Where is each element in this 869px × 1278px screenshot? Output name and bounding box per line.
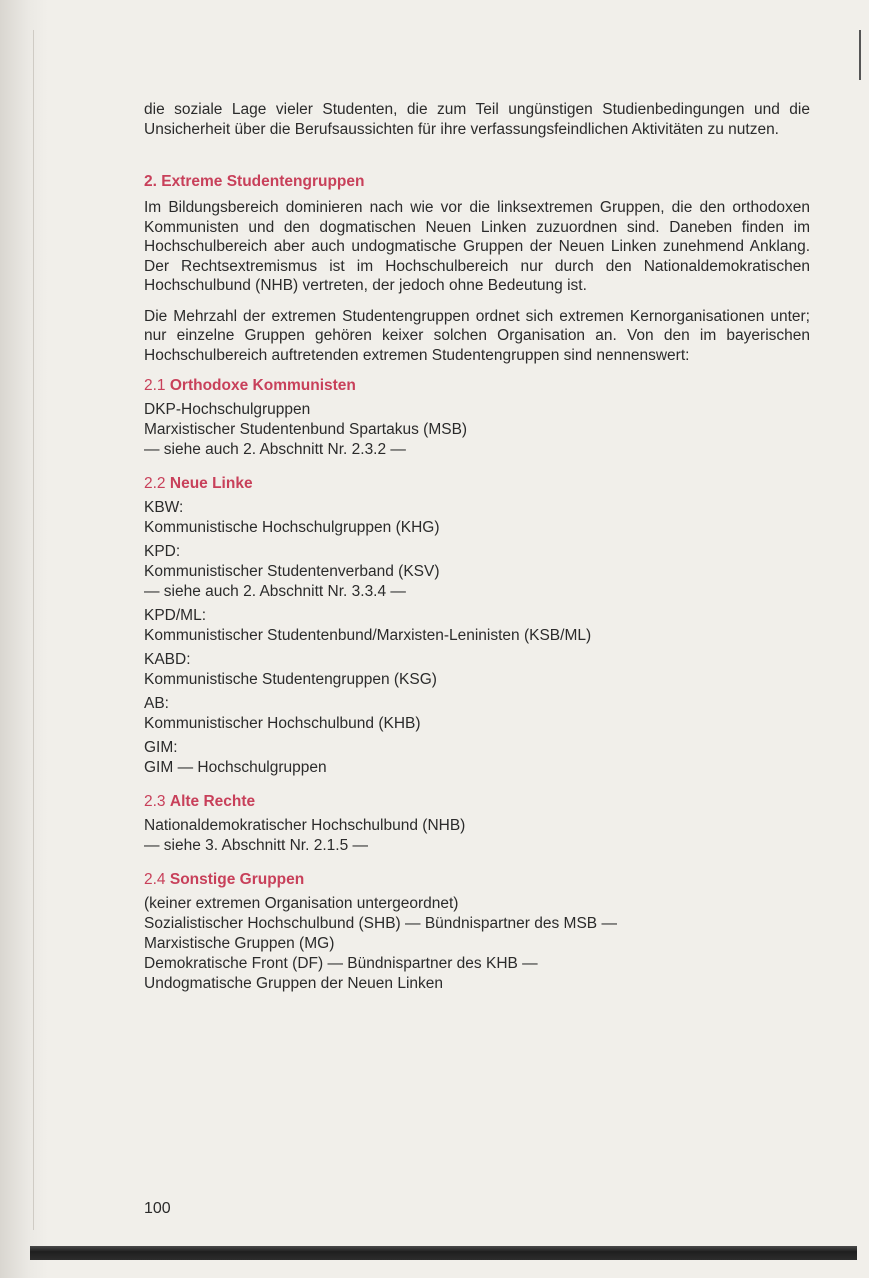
page-edge-mark	[859, 30, 861, 80]
organization-group: GIM — Hochschulgruppen	[144, 759, 327, 776]
reference-note: — siehe auch 2. Abschnitt Nr. 3.3.4 —	[144, 583, 406, 600]
subsection-heading	[144, 474, 810, 494]
organization-group: Kommunistischer Studentenverband (KSV)	[144, 563, 440, 580]
subsection-heading	[144, 870, 810, 890]
subsection-number: 2.4	[144, 871, 166, 888]
reference-note: — siehe 3. Abschnitt Nr. 2.1.5 —	[144, 837, 369, 854]
organization-label: KPD/ML:	[144, 607, 207, 624]
organization-group: Kommunistische Hochschulgruppen (KHG)	[144, 519, 440, 536]
organization-group: Kommunistischer Hochschulbund (KHB)	[144, 715, 421, 732]
scan-bottom-edge	[30, 1246, 857, 1260]
organization-label: GIM:	[144, 739, 178, 756]
reference-note: — siehe auch 2. Abschnitt Nr. 2.3.2 —	[144, 441, 406, 458]
subsection-heading	[144, 792, 810, 812]
subsection-2-4	[144, 870, 810, 994]
page-number: 100	[144, 1200, 171, 1217]
subsection-2-1	[144, 376, 810, 460]
subsection-2-3	[144, 792, 810, 856]
subsection-2-2	[144, 474, 810, 778]
organization-group: Kommunistischer Studentenbund/Marxisten-Leninisten (KSB/ML)	[144, 627, 592, 644]
organization-label: KABD:	[144, 651, 191, 668]
list-item: (keiner extremen Organisation untergeordnet)	[144, 895, 459, 912]
page-binding-shadow	[0, 0, 48, 1278]
list-item: Sozialistischer Hochschulbund (SHB) — Bündnispartner des MSB —	[144, 915, 617, 932]
organization-group: Kommunistische Studentengruppen (KSG)	[144, 671, 437, 688]
subsection-title: Orthodoxe Kommunisten	[169, 377, 356, 394]
subsection-number: 2.3	[144, 793, 166, 810]
organization-label: KPD:	[144, 543, 181, 560]
list-item: DKP-Hochschulgruppen	[144, 401, 311, 418]
list-item: Nationaldemokratischer Hochschulbund (NHB)	[144, 817, 466, 834]
list-item: Marxistische Gruppen (MG)	[144, 935, 335, 952]
page-content	[144, 100, 810, 994]
list-item: Undogmatische Gruppen der Neuen Linken	[144, 975, 443, 992]
subsection-title: Sonstige Gruppen	[169, 871, 305, 888]
organization-label: KBW:	[144, 499, 184, 516]
intro-paragraph: die soziale Lage vieler Studenten, die zum Teil ungünstigen Studienbedingungen und die Unsicherheit über die Berufsaussichten für ihre verfassungsfeindlichen Aktivitäten zu nutzen.	[144, 101, 810, 138]
subsection-heading	[144, 376, 810, 396]
subsection-number: 2.2	[144, 475, 166, 492]
subsection-title: Alte Rechte	[169, 793, 256, 810]
section-paragraph-2: Die Mehrzahl der extremen Studentengruppen ordnet sich extremen Kernorganisationen unter; nur einzelne Gruppen gehören keixer solchen Organisation an. Von den im bayerischen Hochschulbereich auftretenden extremen Studentengruppen sind nennenswert:	[144, 307, 810, 364]
list-item: Demokratische Front (DF) — Bündnispartner des KHB —	[144, 955, 538, 972]
organization-label: AB:	[144, 695, 169, 712]
section-paragraph-1: Im Bildungsbereich dominieren nach wie vor die linksextremen Gruppen, die den orthodoxen Kommunisten und den dogmatischen Neuen Linken zuzuordnen sind. Daneben finden im Hochschulbereich aber auch undogmatische Gruppen der Neuen Linken zunehmend Anklang. Der Rechtsextremismus ist im Hochschulbereich nur durch den Nationaldemokratischen Hochschulbund (NHB) vertreten, der jedoch ohne Bedeutung ist.	[144, 199, 810, 294]
list-item: Marxistischer Studentenbund Spartakus (MSB)	[144, 421, 468, 438]
page-binding-line	[33, 30, 34, 1230]
subsection-number: 2.1	[144, 377, 166, 394]
subsection-title: Neue Linke	[169, 475, 253, 492]
section-heading: 2. Extreme Studentengruppen	[144, 173, 365, 190]
